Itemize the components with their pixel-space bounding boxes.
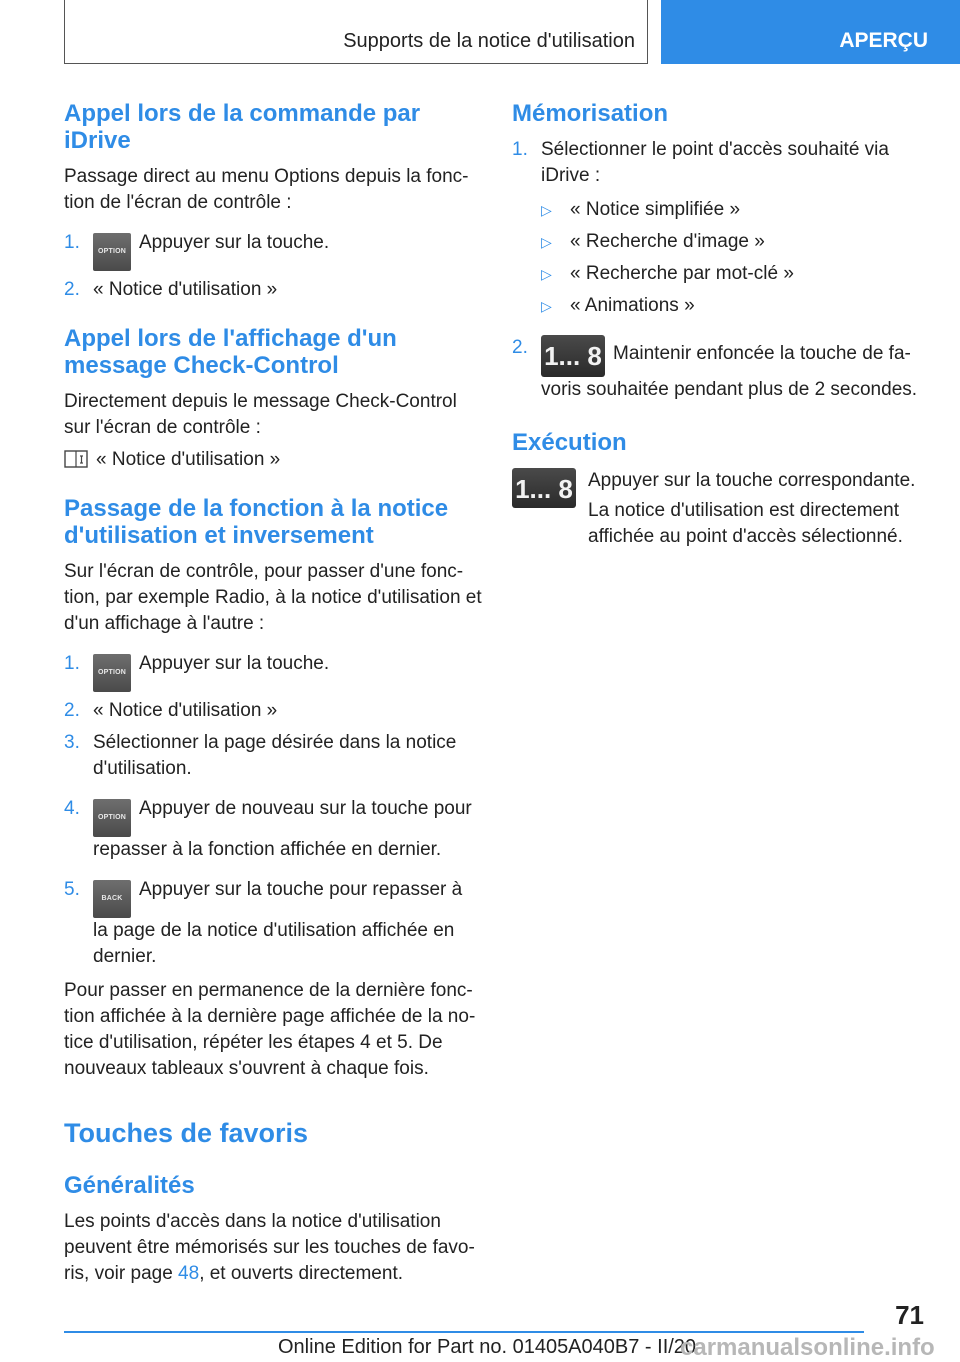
step-text: Maintenir enfoncée la touche de fa‐voris souhaitée pendant plus de 2 secondes.: [541, 343, 918, 400]
footer-divider: [64, 1331, 864, 1333]
section-title: Supports de la notice d'utilisation: [343, 30, 635, 52]
bullet-text: « Animations »: [570, 295, 695, 316]
bullet-text: « Notice simplifiée »: [570, 199, 741, 220]
page-link[interactable]: 48: [178, 1263, 200, 1284]
triangle-bullet-icon: ▷: [541, 266, 552, 282]
step-text: « Notice d'utilisation »: [93, 279, 278, 300]
step-text: Sélectionner le point d'accès souhaité via iDrive :: [541, 139, 889, 186]
option-key-image: OPTION: [93, 799, 131, 837]
step-item: [64, 877, 482, 970]
heading-favoris: Touches de favoris: [64, 1118, 309, 1148]
option-key-image: OPTION: [93, 233, 131, 271]
step-number: 5.: [64, 879, 80, 900]
favorite-keys-image: 1... 8: [512, 468, 576, 508]
header-tab-box[interactable]: [661, 0, 960, 64]
back-key-image: BACK: [93, 880, 131, 918]
step-item: [64, 730, 482, 782]
step-number: 2.: [64, 279, 80, 300]
heading-memorisation: Mémorisation: [512, 100, 669, 127]
triangle-bullet-icon: ▷: [541, 298, 552, 314]
step-text: Appuyer sur la touche.: [139, 232, 330, 253]
step-number: 1.: [64, 232, 80, 253]
step-item: [64, 277, 482, 303]
execution-line-2-text: La notice d'utilisation est directement affichée au point d'accès sélectionné.: [588, 500, 903, 547]
execution-line-1: Appuyer sur la touche correspondante.: [588, 470, 916, 491]
footer-edition: Online Edition for Part no. 01405A040B7 - II/20: [278, 1336, 697, 1358]
step-item: [64, 230, 482, 271]
heading-execution: Exécution: [512, 429, 627, 456]
favorite-keys-image: 1... 8: [541, 335, 605, 377]
bullet-item: [541, 229, 922, 255]
step-text: Appuyer de nouveau sur la touche pour repasser à la fonction affichée en dernier.: [93, 798, 472, 860]
step-number: 3.: [64, 732, 80, 753]
step-item: [64, 796, 482, 863]
right-column: [512, 100, 922, 550]
step-number: 1.: [64, 653, 80, 674]
tab-apercu[interactable]: APERÇU: [839, 29, 928, 52]
steps-idrive: [64, 230, 482, 303]
generalites-text-b: , et ouverts directement.: [199, 1263, 404, 1284]
para-idrive: Passage direct au menu Options depuis la fonc‐tion de l'écran de contrôle :: [64, 166, 469, 213]
heading-generalites: Généralités: [64, 1172, 195, 1199]
step-item: [64, 651, 482, 692]
watermark: carmanualsonline.info: [680, 1334, 935, 1361]
page-number: 71: [895, 1300, 924, 1330]
para-permanent: Pour passer en permanence de la dernière fonc‐tion affichée à la dernière page affichée de la no‐tice d'utilisation, répéter les étapes 4 et 5. De nouveaux tableaux s'ouvrent à chaque fois.: [64, 980, 476, 1079]
para-check-control: Directement depuis le message Check-Control sur l'écran de contrôle :: [64, 391, 457, 438]
step-text: « Notice d'utilisation »: [93, 700, 278, 721]
header-left-frame: [64, 0, 648, 64]
bullet-list: [512, 197, 922, 319]
step-item: [64, 698, 482, 724]
heading-idrive: Appel lors de la commande par iDrive: [64, 100, 421, 154]
generalites-text-a: Les points d'accès dans la notice d'utilisation peuvent être mémorisés sur les touches de favo‐ris, voir page: [64, 1211, 475, 1284]
mem-step-2: [512, 335, 922, 403]
step-text: Appuyer sur la touche pour repasser à la page de la notice d'utilisation affichée en dernier.: [93, 879, 463, 967]
step-number: 4.: [64, 798, 80, 819]
left-column: [64, 100, 482, 1287]
step-number: 2.: [512, 337, 528, 358]
triangle-bullet-icon: ▷: [541, 202, 552, 218]
step-number: 1.: [512, 139, 528, 160]
bullet-text: « Recherche par mot-clé »: [570, 263, 794, 284]
bullet-item: [541, 197, 922, 223]
heading-check-control: Appel lors de l'affichage d'un message Check-Control: [64, 325, 397, 379]
heading-passage: Passage de la fonction à la notice d'utilisation et inversement: [64, 495, 449, 549]
steps-passage: [64, 651, 482, 970]
check-control-text: « Notice d'utilisation »: [96, 449, 281, 470]
step-text: Appuyer sur la touche.: [139, 653, 330, 674]
triangle-bullet-icon: ▷: [541, 234, 552, 250]
option-key-image: OPTION: [93, 654, 131, 692]
bullet-text: « Recherche d'image »: [570, 231, 765, 252]
para-passage: Sur l'écran de contrôle, pour passer d'une fonc‐tion, par exemple Radio, à la notice d'utilisation et d'un affichage à l'autre :: [64, 561, 482, 634]
execution-block: [512, 468, 922, 550]
bullet-item: [541, 261, 922, 287]
para-generalites: [64, 1209, 482, 1287]
step-text: Sélectionner la page désirée dans la notice d'utilisation.: [93, 732, 457, 779]
step-number: 2.: [64, 700, 80, 721]
book-icon: [64, 450, 88, 468]
mem-step-1: [512, 137, 922, 189]
bullet-item: [541, 293, 922, 319]
check-control-line: [64, 447, 482, 473]
